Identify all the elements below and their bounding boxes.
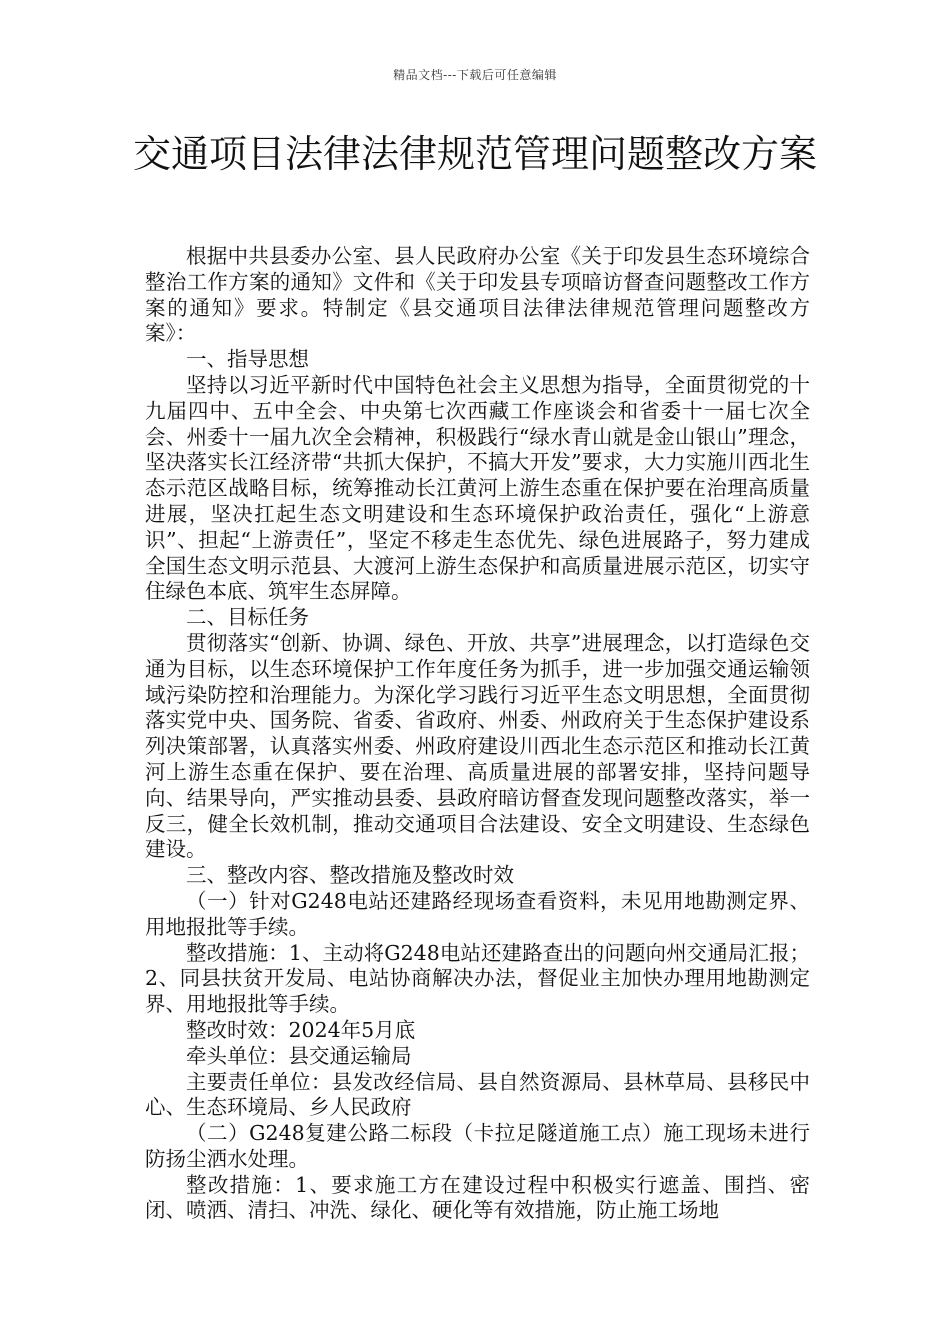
issue-1-lead-unit: 牵头单位：县交通运输局 — [186, 1043, 412, 1068]
section-heading-rectification: 三、整改内容、整改措施及整改时效 — [186, 863, 514, 888]
paragraph-targets: 贯彻落实“创新、协调、绿色、开放、共享”进展理念，以打造绿色交通为目标，以生态环境保护工作年度任务为抓手，进一步加强交通运输领域污染防控和治理能力。为深化学习践行习近平生态文明思想，全面贯彻落实党中央、国务院、省委、省政府、州委、州政府关于生态保护建设系列决策部署，认真落实州委、州政府建设川西北生态示范区和推动长江黄河上游生态重在保护、要在治理、高质量进展的部署安排，坚持问题导向、结果导向，严实推动县委、县政府暗访督查发现问题整改落实，举一反三，健全长效机制，推动交通项目合法建设、安全文明建设、生态绿色建设。 — [145, 630, 810, 862]
issue-2-measures: 整改措施：1、要求施工方在建设过程中积极实行遮盖、围挡、密闭、喷洒、清扫、冲洗、绿化、硬化等有效措施，防止施工场地 — [145, 1172, 810, 1223]
issue-1-measures: 整改措施：1、主动将G248电站还建路查出的问题向州交通局汇报；2、同县扶贫开发局、电站协商解决办法，督促业主加快办理用地勘测定界、用地报批等手续。 — [145, 940, 810, 1017]
issue-1: （一）针对G248电站还建路经现场查看资料，未见用地勘测定界、用地报批等手续。 — [145, 888, 810, 939]
intro-paragraph: 根据中共县委办公室、县人民政府办公室《关于印发县生态环境综合整治工作方案的通知》文件和《关于印发县专项暗访督查问题整改工作方案的通知》要求。特制定《县交通项目法律法律规范管理问题整改方案》： — [145, 244, 810, 346]
section-heading-guiding-ideology: 一、指导思想 — [186, 347, 309, 372]
document-title: 交通项目法律法律规范管理问题整改方案 — [132, 132, 817, 176]
header-note: 精品文档---下载后可任意编辑 — [393, 68, 557, 82]
issue-1-responsible-units: 主要责任单位：县发改经信局、县自然资源局、县林草局、县移民中心、生态环境局、乡人民政府 — [145, 1069, 810, 1120]
paragraph-guiding-ideology: 坚持以习近平新时代中国特色社会主义思想为指导，全面贯彻党的十九届四中、五中全会、中央第七次西藏工作座谈会和省委十一届七次全会、州委十一届九次全会精神，积极践行“绿水青山就是金山银山”理念，坚决落实长江经济带“共抓大保护，不搞大开发”要求，大力实施川西北生态示范区战略目标，统筹推动长江黄河上游生态重在保护要在治理高质量进展，坚决扛起生态文明建设和生态环境保护政治责任，强化“上游意识”、担起“上游责任”，坚定不移走生态优先、绿色进展路子，努力建成全国生态文明示范县、大渡河上游生态保护和高质量进展示范区，切实守住绿色本底、筑牢生态屏障。 — [145, 372, 810, 604]
section-heading-targets: 二、目标任务 — [186, 605, 309, 630]
document-body — [145, 244, 810, 1224]
issue-1-deadline: 整改时效：2024年5月底 — [186, 1017, 416, 1042]
issue-2: （二）G248复建公路二标段（卡拉足隧道施工点）施工现场未进行防扬尘洒水处理。 — [145, 1121, 810, 1171]
